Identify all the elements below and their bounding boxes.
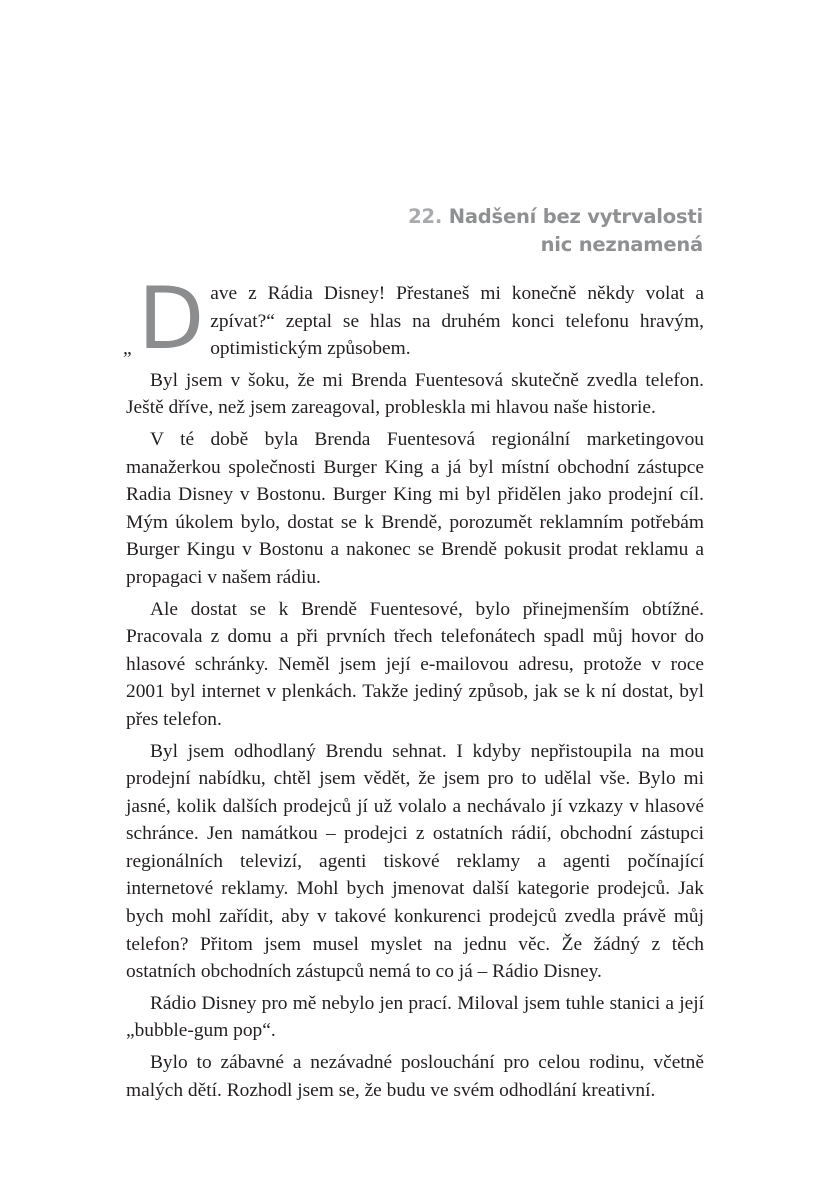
paragraph-4: Ale dostat se k Brendě Fuentesové, bylo přinejmenším obtížné. Pracovala z domu a při prvních třech telefonátech spadl můj hovor do hlasové schránky. Neměl jsem její e-mailovou adresu, protože v roce 2001 byl internet v plenkách. Takže jediný způsob, jak se k ní dostat, byl přes telefon.: [126, 598, 704, 730]
chapter-number: 22.: [408, 205, 443, 228]
drop-cap: D: [138, 269, 205, 369]
chapter-heading-line-1: [408, 203, 703, 231]
chapter-title-part-2: nic neznamená: [540, 233, 703, 256]
paragraph-1: [123, 269, 704, 369]
body-text: [123, 269, 704, 1108]
paragraph-5: Byl jsem odhodlaný Brendu sehnat. I kdyby nepřistoupila na mou prodejní nabídku, chtěl jsem vědět, že jsem pro to udělal vše. Bylo mi jasné, kolik dalších prodejců jí už volalo a nechávalo jí vzkazy v hlasové schránce. Jen namátkou – prodejci z ostatních rádií, obchodní zástupci regionálních televizí, agenti tiskové reklamy a agenti počínající internetové reklamy. Mohl bych jmenovat další kategorie prodejců. Jak bych mohl zařídit, aby v takové konkurenci prodejců zvedla právě můj telefon? Přitom jsem musel myslet na jednu věc. Že žádný z těch ostatních obchodních zástupců nemá to co já – Rádio Disney.: [126, 740, 704, 983]
paragraph-3: V té době byla Brenda Fuentesová regionální marketingovou manažerkou společnosti Burger King a já byl místní obchodní zástupce Radia Disney v Bostonu. Burger King mi byl přidělen jako prodejní cíl. Mým úkolem bylo, dostat se k Brendě, porozumět reklamním potřebám Burger Kingu v Bostonu a nakonec se Brendě pokusit prodat reklamu a propagaci v našem rádiu.: [126, 428, 704, 588]
paragraph-7: Bylo to zábavné a nezávadné poslouchání pro celou rodinu, včetně malých dětí. Rozhodl jsem se, že budu ve svém odhodlání kreativní.: [126, 1052, 704, 1101]
chapter-title-part-1: Nadšení bez vytrvalosti: [448, 205, 703, 228]
paragraph-1-text: ave z Rádia Disney! Přestaneš mi konečně někdy volat a zpívat?“ zeptal se hlas na druhém konci telefonu hravým, optimistickým způsobem.: [210, 283, 704, 360]
paragraph-6: Rádio Disney pro mě nebylo jen prací. Miloval jsem tuhle stanici a její „bubble-gum pop“.: [126, 992, 704, 1042]
opening-quote: „: [123, 338, 132, 359]
chapter-heading: [408, 203, 703, 259]
paragraph-2: Byl jsem v šoku, že mi Brenda Fuentesová skutečně zvedla telefon. Ještě dříve, než jsem zareagoval, probleskla mi hlavou naše historie.: [126, 369, 704, 419]
